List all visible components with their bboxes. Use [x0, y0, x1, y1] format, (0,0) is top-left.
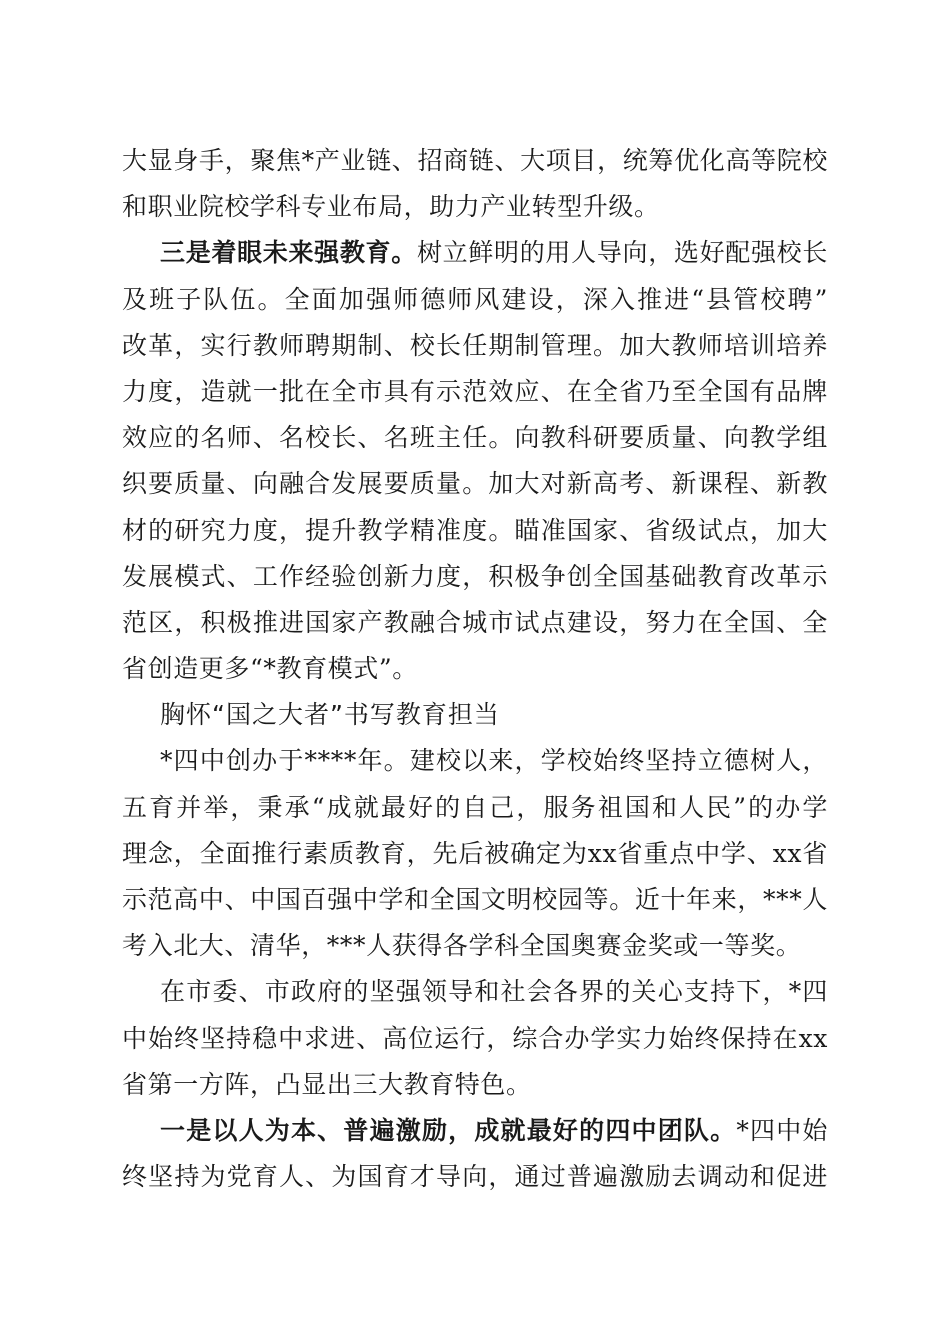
- paragraph-lead: 一是以人为本、普遍激励，成就最好的四中团队。: [160, 1115, 737, 1145]
- text-line: *四中创办于****年。建校以来，学校始终坚持立德树人，: [160, 746, 828, 776]
- text-line: 材的研究力度，提升教学精准度。瞄准国家、省级试点，加大: [122, 515, 828, 545]
- text-line: 中始终坚持稳中求进、高位运行，综合办学实力始终保持在xx: [122, 1023, 828, 1053]
- paragraph-education-future: [122, 230, 828, 692]
- text-line: 发展模式、工作经验创新力度，积极争创全国基础教育改革示: [122, 561, 828, 591]
- text-line: 效应的名师、名校长、名班主任。向教科研要质量、向教学组: [122, 423, 828, 453]
- heading-text: 胸怀“国之大者”书写教育担当: [160, 700, 500, 730]
- text-line: 示范高中、中国百强中学和全国文明校园等。近十年来，***人: [122, 885, 828, 914]
- paragraph-lead: 三是着眼未来强教育。: [160, 238, 417, 268]
- paragraph-people-first: [122, 1108, 828, 1200]
- text-run: 树立鲜明的用人导向，选好配强校长: [416, 238, 828, 268]
- text-line: 力度，造就一批在全市具有示范效应、在全省乃至全国有品牌: [122, 376, 828, 406]
- paragraph-industry: [122, 138, 828, 230]
- text-line: 改革，实行教师聘期制、校长任期制管理。加大教师培训培养: [122, 330, 828, 360]
- text-run: *四中始: [736, 1115, 828, 1145]
- text-line: [122, 230, 828, 276]
- text-line: 理念，全面推行素质教育，先后被确定为xx省重点中学、xx省: [122, 838, 828, 868]
- text-line: 织要质量、向融合发展要质量。加大对新高考、新课程、新教: [122, 469, 828, 499]
- text-line: 终坚持为党育人、为国育才导向，通过普遍激励去调动和促进: [122, 1162, 828, 1192]
- text-line: 在市委、市政府的坚强领导和社会各界的关心支持下，*四: [160, 977, 828, 1007]
- text-line: 省创造更多“*教育模式”。: [122, 654, 418, 684]
- text-line: 和职业院校学科专业布局，助力产业转型升级。: [122, 192, 660, 222]
- section-heading: [122, 692, 828, 738]
- document-page: [122, 138, 828, 1200]
- paragraph-support: [122, 969, 828, 1108]
- text-line: 省第一方阵，凸显出三大教育特色。: [122, 1069, 532, 1099]
- text-line: 考入北大、清华，***人获得各学科全国奥赛金奖或一等奖。: [122, 931, 802, 961]
- text-line: 五育并举，秉承“成就最好的自己，服务祖国和人民”的办学: [122, 792, 828, 822]
- paragraph-school-intro: [122, 738, 828, 969]
- text-line: [122, 1108, 828, 1154]
- text-line: 范区，积极推进国家产教融合城市试点建设，努力在全国、全: [122, 607, 828, 637]
- text-line: 及班子队伍。全面加强师德师风建设，深入推进“县管校聘”: [122, 284, 828, 314]
- text-line: 大显身手，聚焦*产业链、招商链、大项目，统筹优化高等院校: [122, 146, 828, 175]
